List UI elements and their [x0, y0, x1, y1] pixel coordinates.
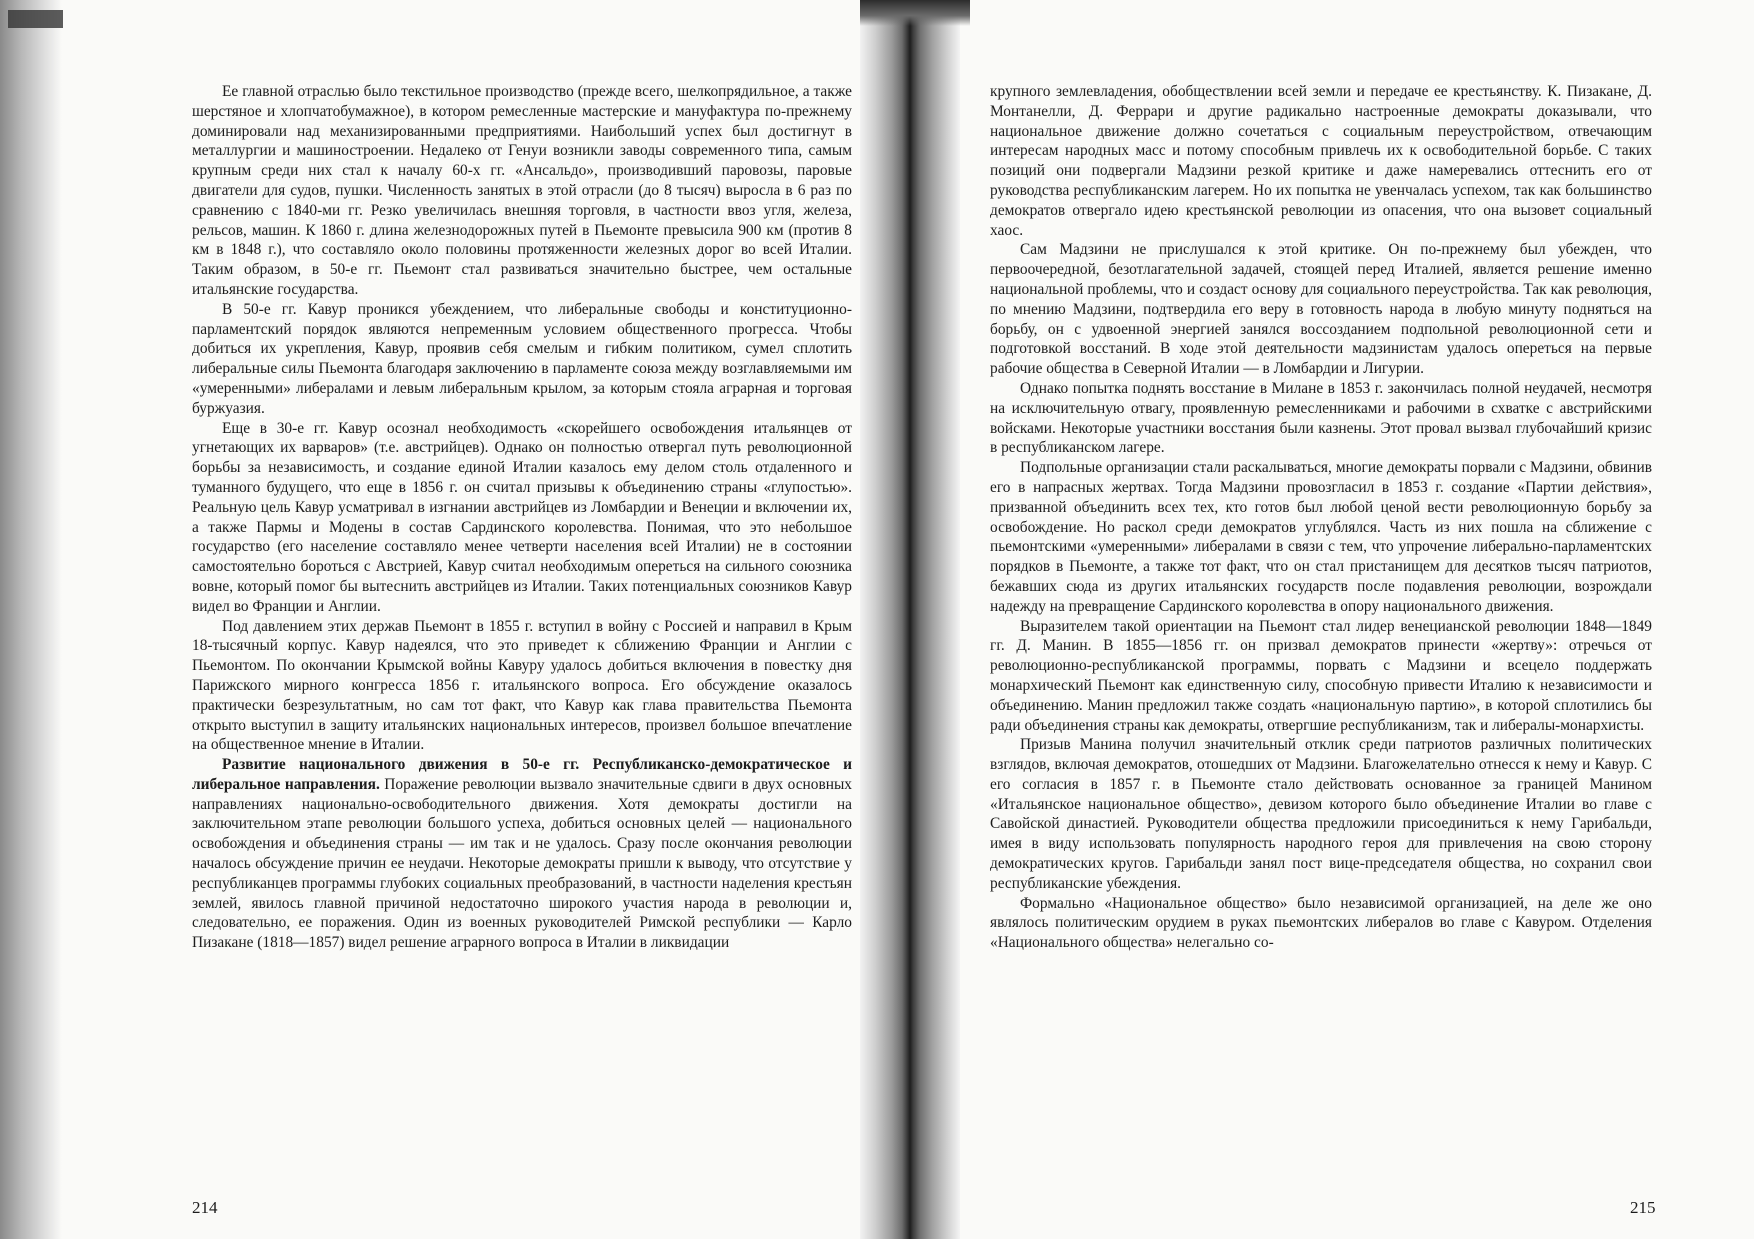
left-page-number: 214: [192, 1198, 218, 1217]
right-page: [990, 82, 1652, 1202]
section-heading: Развитие национального движения в 50-е гг. Республиканско-демократическое и либеральное направления.: [192, 756, 852, 793]
book-gutter-shadow: [860, 10, 960, 1239]
left-paragraph-5-body: Поражение революции вызвало значительные сдвиги в двух основных направлениях национально-освободительного движения. Хотя демократы достигли на заключительном этапе революции большого успеха, добиться основных целей — национального освобождения и объединения страны — им так и не удалось. Сразу после окончания революции началось обсуждение причин ее неудачи. Некоторые демократы пришли к выводу, что отсутствие у республиканцев программы глубоких социальных преобразований, в частности наделения крестьян землей, явилось главной причиной недостаточно широкого участия народа в революции и, следовательно, ее поражения. Один из военных руководителей Римской республики — Карло Пизаканe (1818—1857) видел решение аграрного вопроса в Италии в ликвидации: [192, 775, 852, 952]
left-paragraph-4: Под давлением этих держав Пьемонт в 1855 г. вступил в войну с Россией и направил в Крым 18-тысячный корпус. Кавур надеялся, что это приведет к сближению Франции и Англии с Пьемонтом. По окончании Крымской войны Кавуру удалось добиться включения в повестку дня Парижского мирного конгресса 1856 г. итальянского вопроса. Его обсуждение оказалось практически безрезультатным, но сам тот факт, что Кавур как глава правительства Пьемонта открыто выступил в защиту итальянских национальных интересов, произвел большое впечатление на общественное мнение в Италии.: [192, 617, 852, 754]
left-page-text: [192, 82, 852, 953]
gutter-top-shadow: [860, 0, 970, 26]
right-paragraph-2: Сам Мадзини не прислушался к этой критике. Он по-прежнему был убежден, что первоочередной, безотлагательной задачей, стоящей перед Италией, является решение именно национальной проблемы, что и создаст основу для социального переустройства. Так как революция, по мнению Мадзини, подтвердила его веру в готовность народа в любую минуту подняться на борьбу, он с удвоенной энергией занялся воссозданием подпольной революционной сети и подготовкой восстаний. В ходе этой деятельности мадзинистам удалось опереться на первые рабочие общества в Северной Италии — в Ломбардии и Лигурии.: [990, 241, 1652, 378]
right-paragraph-7: Формально «Национальное общество» было независимой организацией, на деле же оно являлось политическим орудием в руках пьемонтских либералов во главе с Кавуром. Отделения «Национального общества» нелегально со-: [990, 894, 1652, 952]
left-paragraph-5: [192, 755, 852, 953]
left-page-edge-shadow: [0, 0, 62, 1239]
right-paragraph-3: Однако попытка поднять восстание в Милане в 1853 г. закончилась полной неудачей, несмотря на исключительную отвагу, проявленную ремесленниками и рабочими в схватке с австрийскими войсками. Некоторые участники восстания были казнены. Этот провал вызвал глубочайший кризис в республиканском лагере.: [990, 379, 1652, 457]
left-page: [192, 82, 852, 1202]
right-paragraph-4: Подпольные организации стали раскалываться, многие демократы порвали с Мадзини, обвинив его в напрасных жертвах. Тогда Мадзини провозгласил в 1853 г. создание «Партии действия», призванной объединить всех тех, кто готов был любой ценой вести революционную борьбу за освобождение. Но раскол среди демократов углублялся. Часть из них пошла на сближение с пьемонтскими «умеренными» либералами в связи с тем, что упрочение либерально-парламентских порядков в Пьемонте, а также тот факт, что он стал пристанищем для десятков тысяч патриотов, бежавших сюда из других итальянских государств после подавления революции, возрождали надежду на превращение Сардинского королевства в опору национального движения.: [990, 459, 1652, 615]
left-paragraph-3: Еще в 30-е гг. Кавур осознал необходимость «скорейшего освобождения итальянцев от угнетающих их варваров» (т.е. австрийцев). Однако он полностью отвергал путь революционной борьбы за независимость, и создание единой Италии казалось ему делом столь отдаленного и туманного будущего, что еще в 1856 г. он считал призывы к объединению страны «глупостью». Реальную цель Кавур усматривал в изгнании австрийцев из Ломбардии и Венеции и включении их, а также Пармы и Модены в состав Сардинского королевства. Понимая, что это небольшое государство (его население составляло менее четверти населения всей Италии) не в состоянии самостоятельно бороться с Австрией, Кавур считал необходимым опереться на сильного союзника вовне, который помог бы вытеснить австрийцев из Италии. Таких потенциальных союзников Кавур видел во Франции и Англии.: [192, 419, 852, 615]
left-paragraph-1: Ее главной отраслью было текстильное производство (прежде всего, шелкопрядильное, а также шерстяное и хлопчатобумажное), в котором ремесленные мастерские и мануфактура по-прежнему доминировали над механизированными предприятиями. Наибольший успех был достигнут в металлургии и машиностроении. Недалеко от Генуи возникли заводы современного типа, самым крупным среди них стал к началу 60-х гг. «Ансальдо», производивший паровозы, паровые двигатели для судов, пушки. Численность занятых в этой отрасли (до 8 тысяч) выросла в 6 раз по сравнению с 1840-ми гг. Резко увеличилась внешняя торговля, в частности ввоз угля, железа, рельсов, машин. К 1860 г. длина железнодорожных путей в Пьемонте превысила 900 км (против 8 км в 1848 г.), что составляло около половины протяженности железных дорог во всей Италии. Таким образом, в 50-е гг. Пьемонт стал развиваться значительно быстрее, чем остальные итальянские государства.: [192, 83, 852, 298]
right-page-text: [990, 82, 1652, 953]
right-paragraph-1: крупного землевладения, обобществлении всей земли и передаче ее крестьянству. К. Пизаканe, Д. Монтанелли, Д. Феррари и другие радикально настроенные демократы доказывали, что национальное движение должно сочетаться с социальным переустройством, отвечающим интересам народных масс и потому способным привлечь их к освободительной борьбе. С таких позиций они подвергали Мадзини резкой критике и даже намеревались оттеснить его от руководства республиканским лагерем. Но их попытка не увенчалась успехом, так как большинство демократов отвергало идею крестьянской революции из опасения, что она вызовет социальный хаос.: [990, 83, 1652, 239]
left-paragraph-2: В 50-е гг. Кавур проникся убеждением, что либеральные свободы и конституционно-парламентский порядок являются непременным условием общественного прогресса. Чтобы добиться их укрепления, Кавур, проявив себя смелым и гибким политиком, сумел сплотить либеральные силы Пьемонта благодаря заключению в парламенте союза между возглавляемыми им «умеренными» либералами и левым либеральным крылом, за которым стояла аграрная и торговая буржуазия.: [192, 300, 852, 417]
right-paragraph-5: Выразителем такой ориентации на Пьемонт стал лидер венецианской революции 1848—1849 гг. Д. Манин. В 1855—1856 гг. он призвал демократов принести «жертву»: отречься от революционно-республиканской программы, порвать с Мадзини и всецело поддержать монархический Пьемонт как единственную силу, способную привести Италию к независимости и объединению. Манин предложил также создать «национальную партию», в которой сплотились бы ради объединения страны как демократы, отвергшие республиканизм, так и либералы-монархисты.: [990, 617, 1652, 734]
right-paragraph-6: Призыв Манина получил значительный отклик среди патриотов различных политических взглядов, включая демократов, отошедших от Мадзини. Благожелательно отнесся к нему и Кавур. С его согласия в 1857 г. в Пьемонте стало действовать основанное за границей Манином «Итальянское национальное общество», девизом которого было объединение Италии во главе с Савойской династией. Руководители общества предложили присоединиться к нему Гарибальди, имея в виду использовать популярность народного героя для привлечения на свою сторону демократических кругов. Гарибальди занял пост вице-председателя общества, но сохранил свои республиканские убеждения.: [990, 736, 1652, 892]
right-page-number: 215: [1630, 1198, 1656, 1217]
